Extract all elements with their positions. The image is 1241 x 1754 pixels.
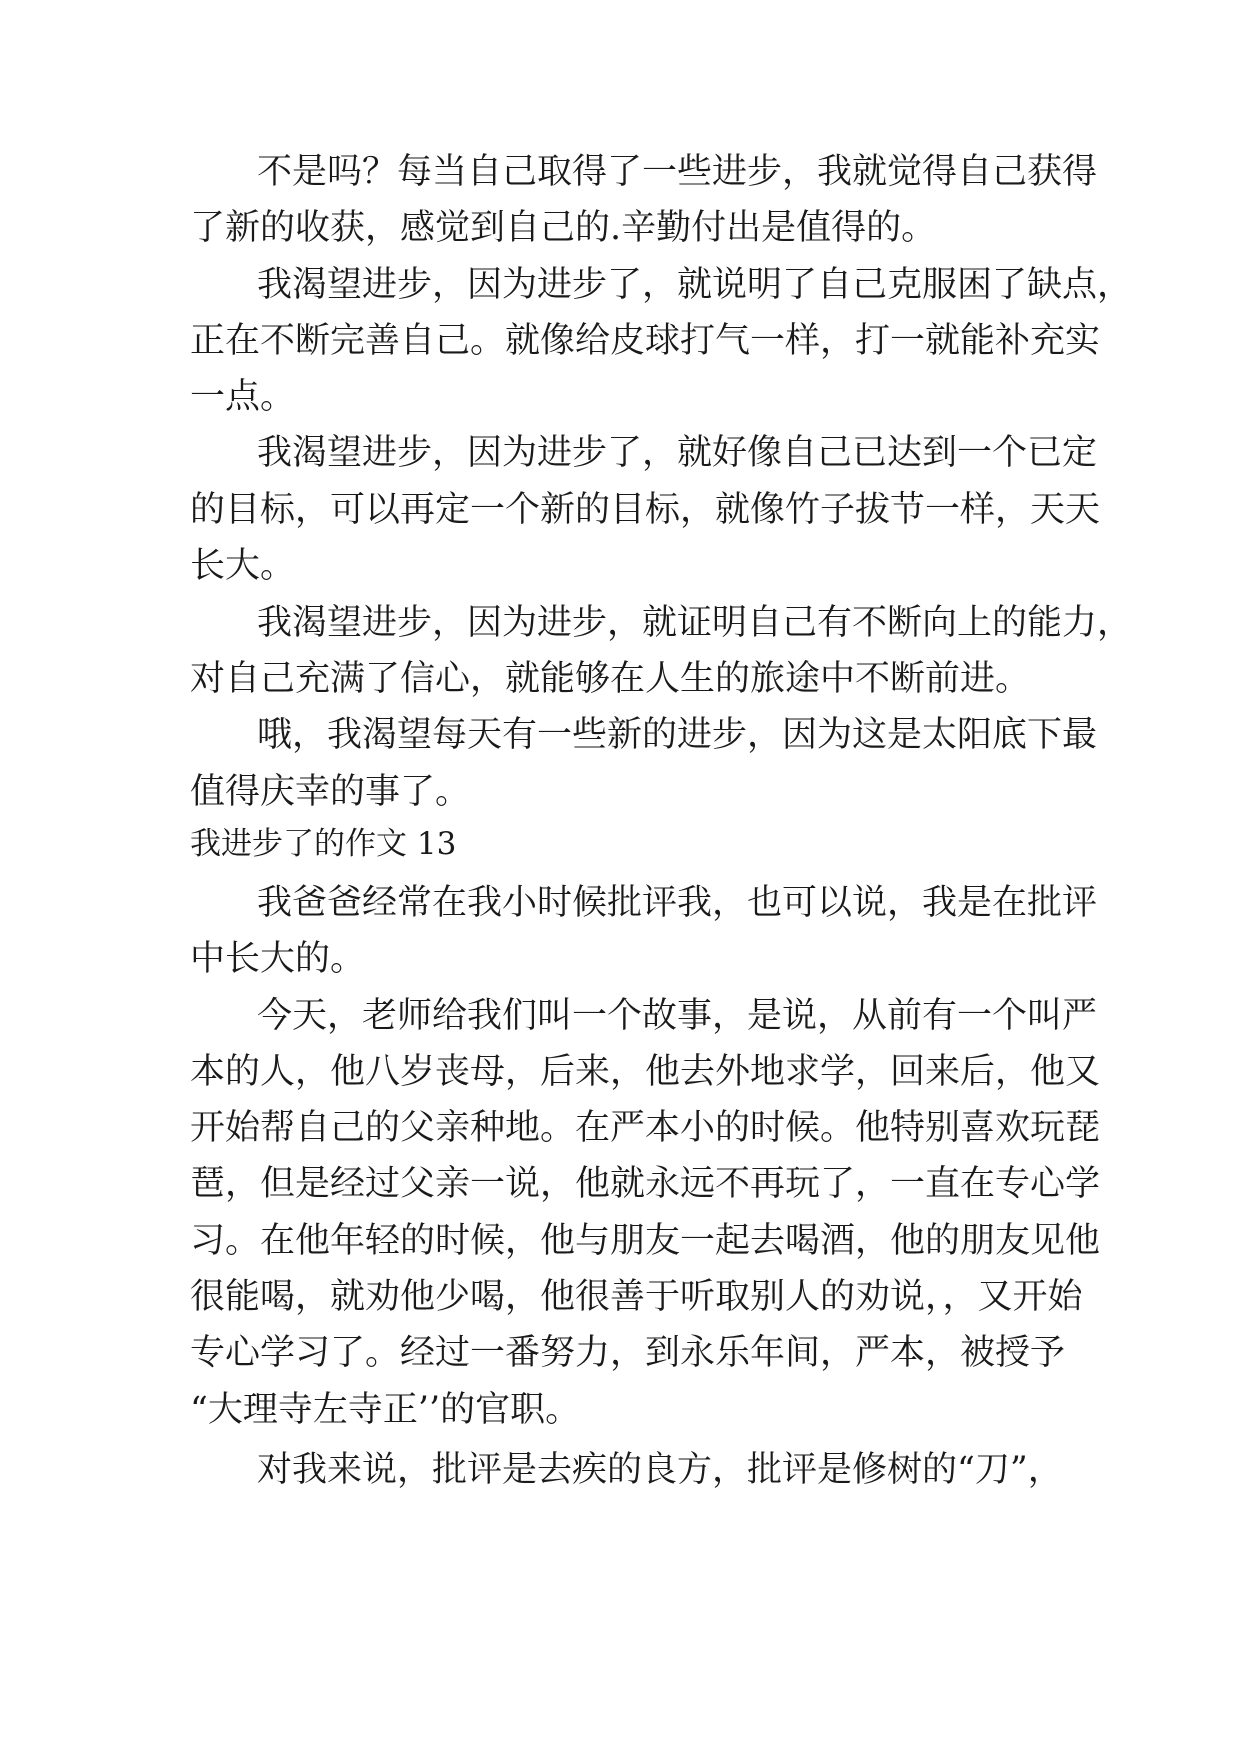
text-line: 中长大的。	[190, 939, 366, 979]
text-line: 一点。	[190, 377, 296, 417]
text-line: 我渴望进步，因为进步了，就好像自己已达到一个已定	[257, 433, 1098, 473]
text-line: 不是吗？每当自己取得了一些进步，我就觉得自己获得	[257, 152, 1098, 192]
text-line: 了新的收获，感觉到自己的.辛勤付出是值得的。	[190, 208, 937, 248]
text-line: 今天，老师给我们叫一个故事，是说，从前有一个叫严	[257, 996, 1098, 1036]
text-line: 值得庆幸的事了。	[190, 772, 471, 812]
text-line: 对自己充满了信心，就能够在人生的旅途中不断前进。	[190, 659, 1031, 699]
text-line: 专心学习了。经过一番努力，到永乐年间，严本，被授予	[190, 1333, 1066, 1373]
text-line: 琶，但是经过父亲一说，他就永远不再玩了，一直在专心学	[190, 1164, 1101, 1204]
text-line: 对我来说，批评是去疾的良方，批评是修树的“刀”，	[257, 1450, 1063, 1490]
text-line: 很能喝，就劝他少喝，他很善于听取别人的劝说，，又开始	[190, 1277, 1083, 1317]
text-line: 开始帮自己的父亲种地。在严本小的时候。他特别喜欢玩琵	[190, 1108, 1101, 1148]
text-line: 长大。	[190, 546, 296, 586]
section-heading: 我进步了的作文 13	[190, 826, 457, 862]
text-line: 哦，我渴望每天有一些新的进步，因为这是太阳底下最	[257, 715, 1098, 755]
text-line: 我渴望进步，因为进步了，就说明了自己克服困了缺点，	[257, 265, 1133, 305]
text-line: 的目标，可以再定一个新的目标，就像竹子拔节一样，天天	[190, 490, 1101, 530]
text-line: 正在不断完善自己。就像给皮球打气一样，打一就能补充实	[190, 321, 1101, 361]
text-line: 我爸爸经常在我小时候批评我，也可以说，我是在批评	[257, 883, 1098, 923]
text-line: 本的人，他八岁丧母，后来，他去外地求学，回来后，他又	[190, 1052, 1101, 1092]
text-line: 习。在他年轻的时候，他与朋友一起去喝酒，他的朋友见他	[190, 1221, 1101, 1261]
text-line: “大理寺左寺正’’的官职。	[190, 1390, 581, 1430]
text-line: 我渴望进步，因为进步，就证明自己有不断向上的能力，	[257, 603, 1133, 643]
